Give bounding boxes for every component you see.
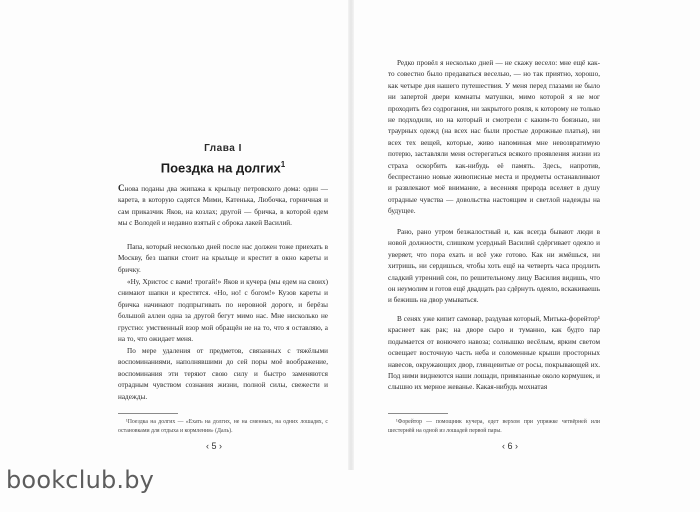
paragraph: Папа, который несколько дней после нас должен тоже приехать в Москву, без шапки стоит на крыльце и крестит в окно кареты и бричку.: [118, 243, 328, 274]
page-number: ‹ 6 ›: [501, 441, 518, 451]
book-gutter: [348, 0, 354, 470]
chapter-title: [118, 160, 328, 175]
footnote: ¹Поездка на долгих — «Ехать на долгих, не на сменных, на одних лошадях, с остановками для отдыха и кормления» (Даль).: [118, 419, 328, 434]
chapter-number: Глава I: [204, 143, 242, 154]
paragraph: [118, 183, 328, 230]
page-number-value: 5: [211, 441, 217, 451]
paragraph-text: нова поданы два экипажа к крыльцу петровского дома: один — карета, в которую садятся Мими, Катенька, Любочка, горничная и сам приказчик Яков, на козлах; другой — бричка, в которой едем мы с Володей и недавно взятый с оброка лакей Василий.: [118, 185, 328, 228]
footnote-rule: [388, 413, 448, 414]
page-number-value: 6: [507, 441, 513, 451]
watermark-logo: bookclub.by: [6, 466, 155, 494]
paragraph: «Ну, Христос с вами! трогай!» Яков и кучера (мы едем на своих) снимают шапки и крестятся. «Но, но! с богом!» Кузов кареты и бричка начинают подпрыгивать по неровной дороге, и берёзы большой аллеи одна за другой бегут мимо нас. Мне нисколько не грустно: умственный взор мой обращён не на то, что я оставляю, а на то, что ожидает меня.: [118, 278, 328, 344]
chapter-title-text: Поездка на долгих: [160, 160, 281, 176]
page-number: ‹ 5 ›: [205, 441, 222, 451]
paragraph: По мере удаления от предметов, связанных с тяжёлыми воспоминаниями, наполнявшими до сей поры моё воображение, воспоминания эти теряют свою силу и быстро заменяются отрадным чувством сознания жизни, полной силы, свежести и надежды.: [118, 347, 328, 401]
paragraph: Рано, рано утром безжалостный и, как всегда бывают люди в новой должности, слишком усердный Василий сдёргивает одеяло и уверяет, что пора ехать и всё уже готово. Как ни жмёшься, ни хитришь, ни сердишься, чтобы хоть ещё на четверть часа продлить сладкий утренний сон, по решительному лицу Василия видишь, что он неумолим и готов ещё двадцать раз сдёрнуть одеяло, вскакиваешь и бежишь на двор умываться.: [388, 228, 600, 305]
paragraph: В сенях уже кипит самовар, раздувая который, Митька-форейтор¹ краснеет как рак; на дворе сыро и туманно, как будто пар подымается от вонючего навоза; солнышко весёлым, ярким светом освещает восточную часть неба и соломенные крыши просторных навесов, окружающих двор, глянцевитые от росы, покрывающей их. Под ними виднеются наши лошади, привязанные около кормушек, и слышно их мерное жеванье. Какая-нибудь мохнатая: [388, 315, 600, 392]
footnote: ¹Форейтор — помощник кучера, едет верхом при упряжке четвёрней или шестернёй на одной из лошадей первой пары.: [388, 419, 600, 434]
drop-cap: С: [118, 183, 125, 193]
paragraph: Редко провёл я несколько дней — не скажу весело: мне ещё как-то совестно было предаваться веселью, — но так приятно, хорошо, как четыре дня нашего путешествия. У меня перед глазами не было ни запертой двери комнаты матушки, мимо которой я не мог проходить без содрогания, ни закрытого рояля, к которому не только не подходили, но на который и смотрели с каким-то боязнью, ни траурных одежд (на всех нас были простые дорожные платья), ни всех тех вещей, которые, живо напоминая мне невозвратимую потерю, заставляли меня остерегаться всякого проявления жизни из страха оскорбить как-нибудь её память. Здесь, напротив, беспрестанно новые живописные места и предметы останавливают и развлекают моё внимание, а весенняя природа вселяет в душу отрадные чувства — довольства настоящим и светлой надежды на будущее.: [388, 59, 600, 216]
footnote-rule: [118, 413, 178, 414]
chapter-title-footnote-marker: 1: [280, 160, 286, 169]
